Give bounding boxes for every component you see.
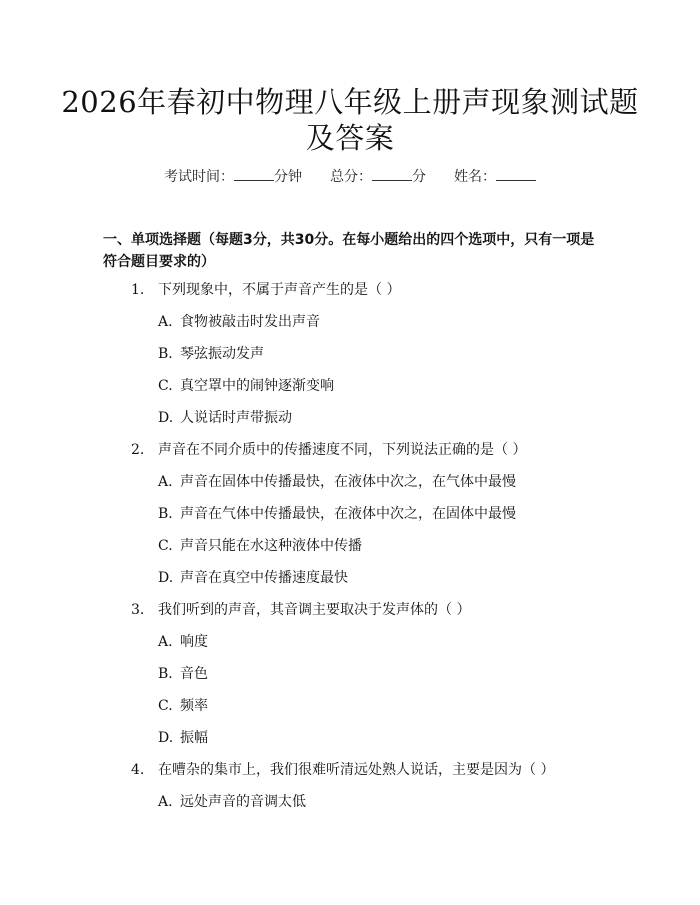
exam-time-field (164, 166, 302, 186)
option-text: 声音在固体中传播最快，在液体中次之，在气体中最慢 (180, 474, 516, 490)
option-text: 食物被敲击时发出声音 (180, 314, 320, 330)
q2-option-d (158, 568, 348, 588)
q1-option-d (158, 408, 292, 428)
exam-title-line-1: 2026年春初中物理八年级上册声现象测试题 (61, 85, 639, 119)
question-number: 3. (131, 602, 145, 618)
option-letter: A. (158, 474, 173, 490)
question-text: 我们听到的声音，其音调主要取决于发声体的（ ） (158, 602, 471, 618)
question-4 (131, 760, 554, 780)
option-text: 真空罩中的闹钟逐渐变响 (180, 378, 334, 394)
option-letter: C. (158, 698, 173, 714)
option-letter: A. (158, 634, 173, 650)
question-2 (131, 440, 526, 460)
exam-meta-row (0, 166, 700, 186)
question-number: 2. (131, 442, 145, 458)
question-text: 下列现象中，不属于声音产生的是（ ） (158, 282, 401, 298)
option-letter: B. (158, 506, 173, 522)
exam-time-unit: 分钟 (274, 169, 302, 185)
option-letter: B. (158, 666, 173, 682)
student-name-label: 姓名： (454, 169, 496, 185)
option-text: 远处声音的音调太低 (180, 794, 306, 810)
option-text: 振幅 (180, 730, 208, 746)
question-text: 在嘈杂的集市上，我们很难听清远处熟人说话，主要是因为（ ） (158, 762, 555, 778)
q2-option-c (158, 536, 362, 556)
option-text: 频率 (180, 698, 208, 714)
total-score-field (330, 166, 426, 186)
option-letter: D. (158, 410, 174, 426)
question-number: 1. (131, 282, 145, 298)
q1-option-c (158, 376, 334, 396)
option-letter: C. (158, 378, 173, 394)
total-score-blank (372, 166, 412, 181)
option-text: 音色 (180, 666, 208, 682)
option-letter: C. (158, 538, 173, 554)
question-1 (131, 280, 400, 300)
question-text: 声音在不同介质中的传播速度不同，下列说法正确的是（ ） (158, 442, 527, 458)
option-text: 声音在真空中传播速度最快 (180, 570, 348, 586)
option-text: 声音只能在水这种液体中传播 (180, 538, 362, 554)
exam-time-blank (234, 166, 274, 181)
q1-option-b (158, 344, 264, 364)
section-heading: 一、单项选择题（每题3分，共30分。在每小题给出的四个选项中，只有一项是符合题目要求的） (103, 232, 595, 270)
question-number: 4. (131, 762, 145, 778)
q3-option-b (158, 664, 208, 684)
q1-option-a (158, 312, 320, 332)
option-letter: A. (158, 314, 173, 330)
student-name-blank (496, 166, 536, 181)
q2-option-a (158, 472, 516, 492)
option-letter: D. (158, 570, 174, 586)
q4-option-a (158, 792, 306, 812)
option-letter: D. (158, 730, 174, 746)
q3-option-c (158, 696, 208, 716)
option-letter: A. (158, 794, 173, 810)
q3-option-a (158, 632, 208, 652)
option-text: 声音在气体中传播最快，在液体中次之，在固体中最慢 (180, 506, 516, 522)
q2-option-b (158, 504, 516, 524)
option-text: 人说话时声带振动 (180, 410, 292, 426)
option-text: 响度 (180, 634, 208, 650)
option-text: 琴弦振动发声 (180, 346, 264, 362)
q3-option-d (158, 728, 208, 748)
exam-time-label: 考试时间： (164, 169, 234, 185)
exam-title-line-2: 及答案 (305, 121, 395, 155)
option-letter: B. (158, 346, 173, 362)
student-name-field (454, 166, 536, 186)
question-3 (131, 600, 470, 620)
total-score-unit: 分 (412, 169, 426, 185)
total-score-label: 总分： (330, 169, 372, 185)
